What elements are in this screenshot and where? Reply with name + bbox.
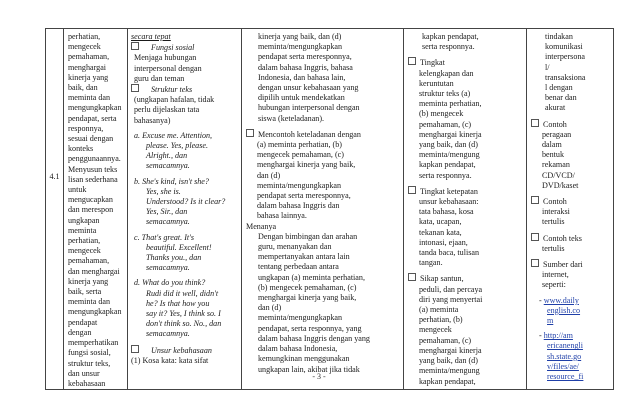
mencontoh-block [246,129,399,222]
text-line: yang baik, dan (d) [419,140,478,150]
text-line: mengecek [68,42,101,52]
text-line: dalam bahasa Inggris dan [257,201,340,211]
text-line: dengan unsur kebahasaan yang [258,83,359,93]
resource-top [531,32,609,114]
text-line: semacamnya. [146,217,190,227]
checkbox-icon [408,57,416,65]
text-line: akurat [545,103,566,113]
text-line: (ungkapan hafalan, tidak [134,95,215,105]
text-line: tangan. [419,258,443,268]
fungsi-sosial-heading: Fungsi sosial [151,43,195,53]
text-line: semacamnya. [146,263,190,273]
expression-b [131,177,237,228]
text-line: Rudi did it well, didn't [146,288,219,298]
text-line: guru dan teman [134,73,185,83]
expression-c [131,233,237,274]
text-line: kinerja yang [68,72,109,82]
text-line: Tingkat ketepatan [408,186,522,197]
link-line[interactable]: - www.daily [539,295,579,305]
text-line: dan unsur [68,368,100,378]
text-line: mengungkapkan [68,103,122,113]
unsur-kebahasaan-heading: Unsur kebahasaan [151,345,212,355]
text-line: peragaan [542,129,572,139]
syllabus-table [45,28,614,390]
text-line: internet, [542,270,569,280]
struktur-teks-heading: Struktur teks [151,85,193,95]
text-line: (a) meminta [419,305,459,315]
text-line: dalam bahasa Indonesia, [258,344,338,354]
contoh-teks [531,233,609,254]
link-line[interactable]: resource_fi [547,372,584,382]
link-line[interactable]: english.co [547,305,581,315]
checkbox-icon [246,129,254,137]
text-line: Thanks you., dan [146,253,202,263]
text-line: meminta perhatian, [419,99,482,109]
text-line: bentuk [542,150,565,160]
text-line: rekaman [542,160,570,170]
text-line: dalam [542,140,562,150]
dash-bullet: - [539,295,544,305]
text-line: bahasanya) [134,115,171,125]
text-line: Sumber dari [531,259,609,270]
link-line[interactable]: v/files/ae/ [547,361,579,371]
text-line: tindakan [545,32,573,41]
row-number-cell [46,29,64,390]
tingkat-kelengkapan [408,57,522,180]
text-line: (a) meminta perhatian, (b) [257,140,342,150]
table-row [46,29,614,390]
text-line: fungsi sosial, [68,348,111,358]
text-line: seperti: [542,280,566,290]
text-line: l dengan [545,83,573,93]
text-line: dalam bahasa Inggris, bahasa [258,62,353,72]
text-line: lisan sederhana [68,174,118,184]
text-line: meminta/mengungkapkan [258,313,343,323]
text-line: konteks [68,144,94,154]
text-line: Contoh [531,119,609,130]
text-line: meminta/mengung [419,366,480,376]
text-line: dalam bahasa Inggris dengan yang [258,333,370,343]
text-line: pemahaman, [68,256,110,266]
link-daily-english[interactable] [531,296,609,327]
text-line: mengecek [419,325,452,335]
text-line: tekanan kata, [419,227,462,237]
text-line: menghargai kinerja [419,129,482,139]
text-line: (b) mengecek pemahaman, (c) [258,282,357,292]
sikap-santun [408,273,522,386]
text-line: guru, menanyakan dan [258,242,332,252]
text-line: mengecek [68,246,101,256]
text-line: pendapat [68,317,98,327]
text-line: kinerja yang [68,276,109,286]
text-line: he? Is that how you [146,298,210,308]
text-line: tata bahasa, kosa [419,207,474,217]
contoh-peragaan [531,119,609,191]
checkbox-icon [531,259,539,267]
text-line: say it? Yes, I think so. I [146,309,221,319]
text-line: Dengan bimbingan dan arahan [258,231,358,241]
text-line: Alright., dan [146,151,188,161]
text-line: meminta/mengungkapkan [258,42,343,52]
row-number: 4.1 [49,172,60,181]
text-line: meminta dan [68,297,111,307]
text-line: dan menghargai [68,266,120,276]
text-line: CD/VCD/ [542,170,575,180]
text-line: komunikasi [545,42,583,52]
assessment-cell [404,29,527,390]
text-line: semacamnya. [146,161,190,171]
text-line: perhatian, [68,236,101,246]
text-line: kinerja yang baik, dan (d) [258,32,342,41]
text-line: Sikap santun, [408,273,522,284]
link-line[interactable]: ericanengli [547,341,583,351]
checkbox-icon [531,196,539,204]
text-line: Menjaga hubungan [134,53,197,63]
text-line: beautiful. Excellent! [146,242,212,252]
text-line: meminta [68,225,97,235]
text-line: untuk [68,185,87,195]
text-line: menghargai kinerja yang baik, [257,160,356,170]
checkbox-icon [408,186,416,194]
text-line: pendapat, serta responnya, yang [258,323,362,333]
text-line: Contoh [531,196,609,207]
text-line: diri yang menyertai [419,294,483,304]
text-line: Menyusun teks [68,164,118,174]
text-line: dipilih untuk mendekatkan [258,93,345,103]
contoh-interaksi [531,196,609,228]
secara-tepat: secara tepat [131,32,171,41]
link-line[interactable]: - http://am [539,331,573,341]
text-line: menghargai kinerja yang baik, [258,293,357,303]
checkbox-icon [531,119,539,127]
text-line: Understood? Is it clear? [146,197,226,207]
text-line: Yes, she is. [146,186,181,196]
fungsi-sosial-text [131,53,237,84]
text-line: dan merespon [68,205,114,215]
text-line: intonasi, ejaan, [419,237,468,247]
text-line: pendapat serta meresponnya, [258,52,352,62]
competency-cell [64,29,128,390]
menanya-heading: Menanya [246,221,277,231]
text-line: kata, ucapan, [419,217,462,227]
text-line: Indonesia, dan bahasa lain, [258,72,346,82]
text-line: meminta/mengung [419,150,480,160]
text-line: a. Excuse me. Attention, [134,130,213,140]
link-line[interactable]: m [547,316,554,326]
learning-cell [242,29,404,390]
assessment-top [408,32,522,52]
text-line: pemahaman, (c) [419,119,472,129]
struktur-teks-text [131,95,237,126]
tingkat-ketepatan [408,186,522,269]
text-line: kapkan pendapat, [419,376,476,386]
text-line: meminta dan [68,93,111,103]
text-line: transaksiona [545,72,586,82]
text-line: c. That's great. It's [134,232,195,242]
text-line: DVD/kaset [542,180,579,190]
text-line: interaksi [542,207,570,217]
page-number: - 3 - [312,372,326,381]
text-line: meminta/mengungkapkan [257,180,342,190]
text-line: pemahaman, [68,52,110,62]
checkbox-icon [131,345,139,353]
text-line: kebahasaan [68,378,106,388]
text-line: penggunaannya. [68,154,121,164]
text-line: kapkan pendapat, [422,32,479,41]
text-line: dan (d) [257,170,281,180]
text-line: tertulis [542,243,565,253]
text-line: pendapat serta meresponnya, [257,191,351,201]
text-line: Mencontoh keteladanan dengan [246,129,399,140]
expression-d [131,278,237,339]
text-line: menghargai kinerja [419,345,482,355]
learning-top [246,32,399,124]
expression-a [131,131,237,172]
text-line: keruntutan [419,78,454,88]
text-line: perhatian, [68,32,101,41]
text-line: interpersona [545,52,586,62]
text-line: mengungkapkan [68,307,122,317]
text-line: serta responnya. [422,42,475,52]
text-line: interpersonal dengan [134,63,202,73]
kosa-kata: (1) Kosa kata: kata sifat [131,355,209,365]
link-line[interactable]: sh.state.go [547,351,582,361]
text-line: please. Yes, please. [146,141,208,151]
text-line: Yes, Sir., dan [146,207,188,217]
text-line: l/ [545,62,550,72]
text-line: dengan [68,327,92,337]
checkbox-icon [408,273,416,281]
dash-bullet: - [539,331,544,341]
text-line: struktur teks, [68,358,111,368]
text-line: Tingkat [408,57,522,68]
text-line: kapkan pendapat, [419,160,476,170]
text-line: mengucapkan [68,195,113,205]
text-line: memperhatikan [68,338,119,348]
text-line: tertulis [542,217,565,227]
text-line: mengecek pemahaman, (c) [257,150,344,160]
text-line: pendapat, serta [68,113,117,123]
text-line: semacamnya. [146,329,190,339]
text-line: mempertanyakan antara lain [258,252,350,262]
resource-cell [527,29,614,390]
text-line: bahasa lainnya. [257,211,307,221]
text-line: siswa (keteladanan). [258,113,325,123]
text-line: don't think so. No., dan [146,319,222,329]
text-line: serta responnya. [419,170,472,180]
text-line: ungkapan lain, akibat jika tidak [258,364,360,374]
text-line: kemungkinan menggunakan [258,354,350,364]
text-line: ungkapan [68,215,100,225]
text-line: responnya, [68,123,104,133]
material-cell [128,29,242,390]
text-line: perhatian, (b) [419,315,463,325]
text-line: dan (d) [258,303,282,313]
text-line: menghargai [68,62,107,72]
competency-text [68,32,123,389]
text-line: benar dan [545,93,577,103]
text-line: kelengkapan dan [419,68,474,78]
text-line: yang baik, dan (d) [419,356,478,366]
text-line: tentang perbedaan antara [258,262,339,272]
text-line: struktur teks (a) [419,89,471,99]
checkbox-icon [131,42,139,50]
text-line: hubungan interpersonal dengan [258,103,360,113]
text-line: Contoh teks [531,233,609,244]
text-line: ungkapan (a) meminta perhatian, [258,272,365,282]
text-line: tanda baca, tulisan [419,248,480,258]
text-line: unsur kebahasaan: [419,197,479,207]
text-line: d. What do you think? [134,278,206,288]
text-line: pemahaman, (c) [419,335,472,345]
text-line: baik, serta [68,287,102,297]
text-line: baik, dan [68,83,98,93]
text-line: peduli, dan percaya [419,284,483,294]
checkbox-icon [531,233,539,241]
text-line: (b) mengecek [419,109,464,119]
text-line: b. She's kind, isn't she? [134,176,209,186]
menanya-text [246,232,399,375]
checkbox-icon [131,84,139,92]
sumber-internet [531,259,609,291]
text-line: perlu dijelaskan tata [134,105,200,115]
text-line: sesuai dengan [68,134,114,144]
